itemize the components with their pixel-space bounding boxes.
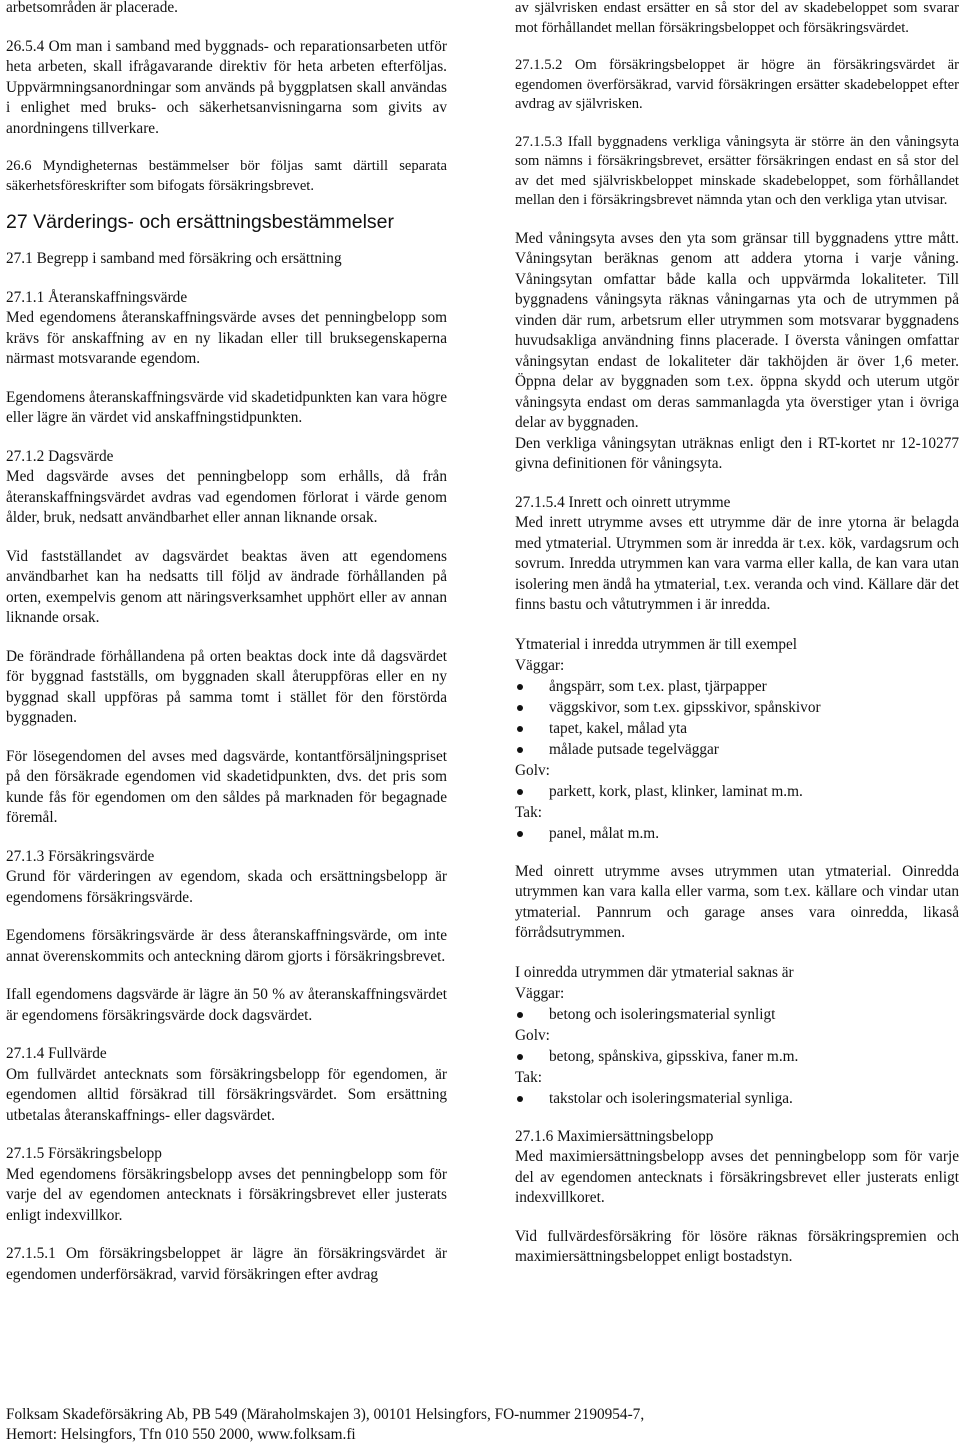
subheading-27-1-4: 27.1.4 Fullvärde xyxy=(6,1045,107,1062)
list-item: betong, spånskiva, gipsskiva, faner m.m. xyxy=(515,1046,959,1067)
label-vaggar-2: Väggar: xyxy=(515,984,565,1002)
vaggar-list xyxy=(515,676,959,760)
body-27-1-3: Grund för värderingen av egendom, skada och ersättningsbelopp är egendomens försäkringsvärde. xyxy=(6,868,447,906)
subheading-27-1-3: 27.1.3 Försäkringsvärde xyxy=(6,847,155,865)
list-item: ångspärr, som t.ex. plast, tjärpapper xyxy=(515,676,959,697)
tak-list xyxy=(515,823,959,844)
paragraph-27-1-2-b: Vid fastställandet av dagsvärdet beaktas även att egendomens användbarhet kan ha nedsatts till följd av ändrade förhållanden på orten, exempelvis genom att näringsverksamhet upphört eller av annan liknande orsak. xyxy=(6,547,447,626)
left-column xyxy=(6,0,447,1285)
paragraph-continuation: av självrisken endast ersätter en så stor del av skadebeloppet som svarar mot förhållandet mellan försäkringsbeloppet och försäkringsvärdet. xyxy=(515,0,959,36)
paragraph-oinrett: Med oinrett utrymme avses utrymmen utan ytmaterial. Oinredda utrymmen kan vara kalla eller varma, som t.ex. källare och vindar utan ytmaterial. Pannrum och garage anses vara oinredda, likaså förrådsutrymmen. xyxy=(515,862,959,941)
vaggar2-list xyxy=(515,1004,959,1025)
section-27-1-4 xyxy=(6,1044,447,1126)
oinredda-list-block xyxy=(515,962,959,1109)
section-27-1-5-4 xyxy=(515,493,959,616)
bullet-icon xyxy=(517,1054,523,1060)
bullet-icon xyxy=(517,747,523,753)
subheading-27-1-6: 27.1.6 Maximiersättningsbelopp xyxy=(515,1127,714,1145)
body-27-1-4: Om fullvärdet antecknats som försäkringsbelopp för egendomen, är egendomen alltid försäkrad till försäkringsvärdet. Som ersättning utbetalas återanskaffnings- eller dagsvärdet. xyxy=(6,1065,447,1124)
list-item: målade putsade tegelväggar xyxy=(515,739,959,760)
ytmaterial-title: Ytmaterial i inredda utrymmen är till exempel xyxy=(515,635,798,653)
list-item: väggskivor, som t.ex. gipsskivor, spånskivor xyxy=(515,697,959,718)
golv-list xyxy=(515,781,959,802)
section-27-1-5 xyxy=(6,1144,447,1226)
section-27-1-6 xyxy=(515,1127,959,1209)
body-27-1-5: Med egendomens försäkringsbelopp avses det penningbelopp som för varje del av egendomen antecknats i försäkringsbrevet eller justerats enligt indexvillkor. xyxy=(6,1165,447,1224)
paragraph-27-1-5-1: 27.1.5.1 Om försäkringsbeloppet är lägre än försäkringsvärdet är egendomen underförsäkrad, varvid försäkringen efter avdrag xyxy=(6,1245,447,1283)
footer-line-1: Folksam Skadeförsäkring Ab, PB 549 (Märaholmskajen 3), 00101 Helsingfors, FO-nummer 2190954-7, xyxy=(6,1406,645,1423)
body-27-1-5-4: Med inrett utrymme avses ett utrymme där de inre ytorna är belagda med ytmaterial. Utrymmen som är inredda är t.ex. kök, vardagsrum och sovrum. Inredda utrymmen kan vara varma eller kalla, de kan vara utan isolering men ändå ha ytmaterial, t.ex. veranda och vind. Källare där det finns bastu och våtutrymmen i är inredda. xyxy=(515,514,959,613)
golv2-list xyxy=(515,1046,959,1067)
section-27-1-1 xyxy=(6,288,447,370)
right-column xyxy=(515,0,959,1286)
subheading-27-1-1: 27.1.1 Återanskaffningsvärde xyxy=(6,288,188,306)
bullet-icon xyxy=(517,789,523,795)
paragraph-27-1-5-2: 27.1.5.2 Om försäkringsbeloppet är högre än försäkringsvärdet är egendomen överförsäkrad, varvid försäkringen ersätter skadebeloppet efter avdrag av självrisken. xyxy=(515,57,959,112)
tak2-list xyxy=(515,1088,959,1109)
ytmaterial-list-block xyxy=(515,634,959,844)
bullet-icon xyxy=(517,684,523,690)
oinredda-title: I oinredda utrymmen där ytmaterial saknas är xyxy=(515,963,794,981)
bullet-icon xyxy=(517,1096,523,1102)
paragraph-27-1-3-b: Egendomens försäkringsvärde är dess återanskaffningsvärde, om inte annat överenskommits och anteckning därom gjorts i försäkringsbrevet. xyxy=(6,927,447,965)
section-27-1-3 xyxy=(6,847,447,909)
body-27-1-1: Med egendomens återanskaffningsvärde avses det penningbelopp som krävs för anskaffning av en ny likadan eller till bruksegenskaperna närmast motsvarande egendom. xyxy=(6,309,447,367)
section-heading-27: 27 Värderings- och ersättningsbestämmelser xyxy=(6,211,395,233)
bullet-icon xyxy=(517,1012,523,1018)
paragraph-fullvardesforsakring: Vid fullvärdesförsäkring för lösöre räknas försäkringspremien och maximiersättningsbeloppet enligt bostadstyn. xyxy=(515,1227,959,1265)
paragraph-vaningsyta: Med våningsyta avses den yta som gränsar till byggnadens yttre mått. Våningsytan beräknas genom att addera ytorna i varje våning. Våningsytan omfattar både kalla och uppvärmda lokaliteter. Till byggnadens våningsyta räknas våningarnas yta och de utrymmen på vinden där rum, arbetsrum eller utrymmen som motsvarar byggnadens huvudsakliga användning finns placerade. I översta våningen omfattar våningsytan endast de lokaliteter där takhöjden är över 1,6 meter. Öppna delar av byggnaden som t.ex. öppna skydd och uterum utgör våningsyta endast om deras sammanlagda yta överstiger ytan i övriga delar av byggnaden. xyxy=(515,229,959,431)
subheading-27-1-5-4: 27.1.5.4 Inrett och oinrett utrymme xyxy=(515,493,731,511)
list-item: betong och isoleringsmaterial synligt xyxy=(515,1004,959,1025)
paragraph-intro: arbetsområden är placerade. xyxy=(6,0,178,16)
paragraph-27-1-2-d: För lösegendomen del avses med dagsvärde, kontantförsäljningspriset på den försäkrade egendomen vid skadetidpunkten, dvs. det pris som kunde fås för egendomen om den såldes på marknaden för begagnade föremål. xyxy=(6,747,447,826)
paragraph-27-1-3-c: Ifall egendomens dagsvärde är lägre än 50 % av återanskaffningsvärdet är egendomens försäkringsvärde dock dagsvärdet. xyxy=(6,986,447,1024)
footer-line-2: Hemort: Helsingfors, Tfn 010 550 2000, www.folksam.fi xyxy=(6,1426,356,1443)
section-27-1-2 xyxy=(6,447,447,529)
subheading-27-1-5: 27.1.5 Försäkringsbelopp xyxy=(6,1145,162,1162)
paragraph-26-5-4: 26.5.4 Om man i samband med byggnads- och reparationsarbeten utför heta arbeten, skall ifrågavarande direktiv för heta arbeten efterföljas. Uppvärmningsanordningar som används på byggplatsen skall användas i enlighet med bruks- och säkerhetsanvisningarna som givits av anordningens tillverkare. xyxy=(6,37,447,137)
list-item: parkett, kork, plast, klinker, laminat m.m. xyxy=(515,781,959,802)
body-27-1-6: Med maximiersättningsbelopp avses det penningbelopp som för varje del av egendomen antecknats i försäkringsbrevet eller justerats enligt indexvillkoret. xyxy=(515,1148,959,1206)
paragraph-26-6: 26.6 Myndigheternas bestämmelser bör följas samt därtill separata säkerhetsföreskrifter som bifogats försäkringsbrevet. xyxy=(6,158,447,194)
label-golv-2: Golv: xyxy=(515,1026,550,1044)
label-tak: Tak: xyxy=(515,803,542,821)
subheading-27-1-2: 27.1.2 Dagsvärde xyxy=(6,447,114,465)
bullet-icon xyxy=(517,831,523,837)
paragraph-27-1-1-b: Egendomens återanskaffningsvärde vid skadetidpunkten kan vara högre eller lägre än värdet vid anskaffningstidpunkten. xyxy=(6,388,447,426)
list-item: takstolar och isoleringsmaterial synliga. xyxy=(515,1088,959,1109)
bullet-icon xyxy=(517,726,523,732)
label-vaggar: Väggar: xyxy=(515,656,565,674)
paragraph-27-1: 27.1 Begrepp i samband med försäkring och ersättning xyxy=(6,250,342,267)
paragraph-27-1-2-c: De förändrade förhållandena på orten beaktas dock inte då dagsvärdet för byggnad fastställs, om byggnaden skall återuppföras eller en ny byggnad skall uppföras på samma tomt i stället för den förstörda byggnaden. xyxy=(6,647,447,726)
paragraph-verkliga-vaningsyta: Den verkliga våningsytan uträknas enligt den i RT-kortet nr 12-10277 givna definitionen för våningsyta. xyxy=(515,434,959,472)
list-item: panel, målat m.m. xyxy=(515,823,959,844)
label-tak-2: Tak: xyxy=(515,1068,542,1086)
list-item: tapet, kakel, målad yta xyxy=(515,718,959,739)
body-27-1-2: Med dagsvärde avses det penningbelopp som erhålls, då från återanskaffningsvärdet avdras vad egendomen förlorat i värde genom ålder, bruk, nedsatt användbarhet eller annan liknande orsak. xyxy=(6,468,447,526)
bullet-icon xyxy=(517,705,523,711)
page-footer xyxy=(6,1405,956,1445)
label-golv: Golv: xyxy=(515,761,550,779)
paragraph-27-1-5-3: 27.1.5.3 Ifall byggnadens verkliga våningsyta är större än den våningsyta som nämns i försäkringsbrevet, ersätter försäkringen endast en så stor del av det med självriskbeloppet minskade skadebeloppet, som förhållandet mellan den i försäkringsbrevet nämnda ytan och den verkliga ytan utvisar. xyxy=(515,133,959,208)
